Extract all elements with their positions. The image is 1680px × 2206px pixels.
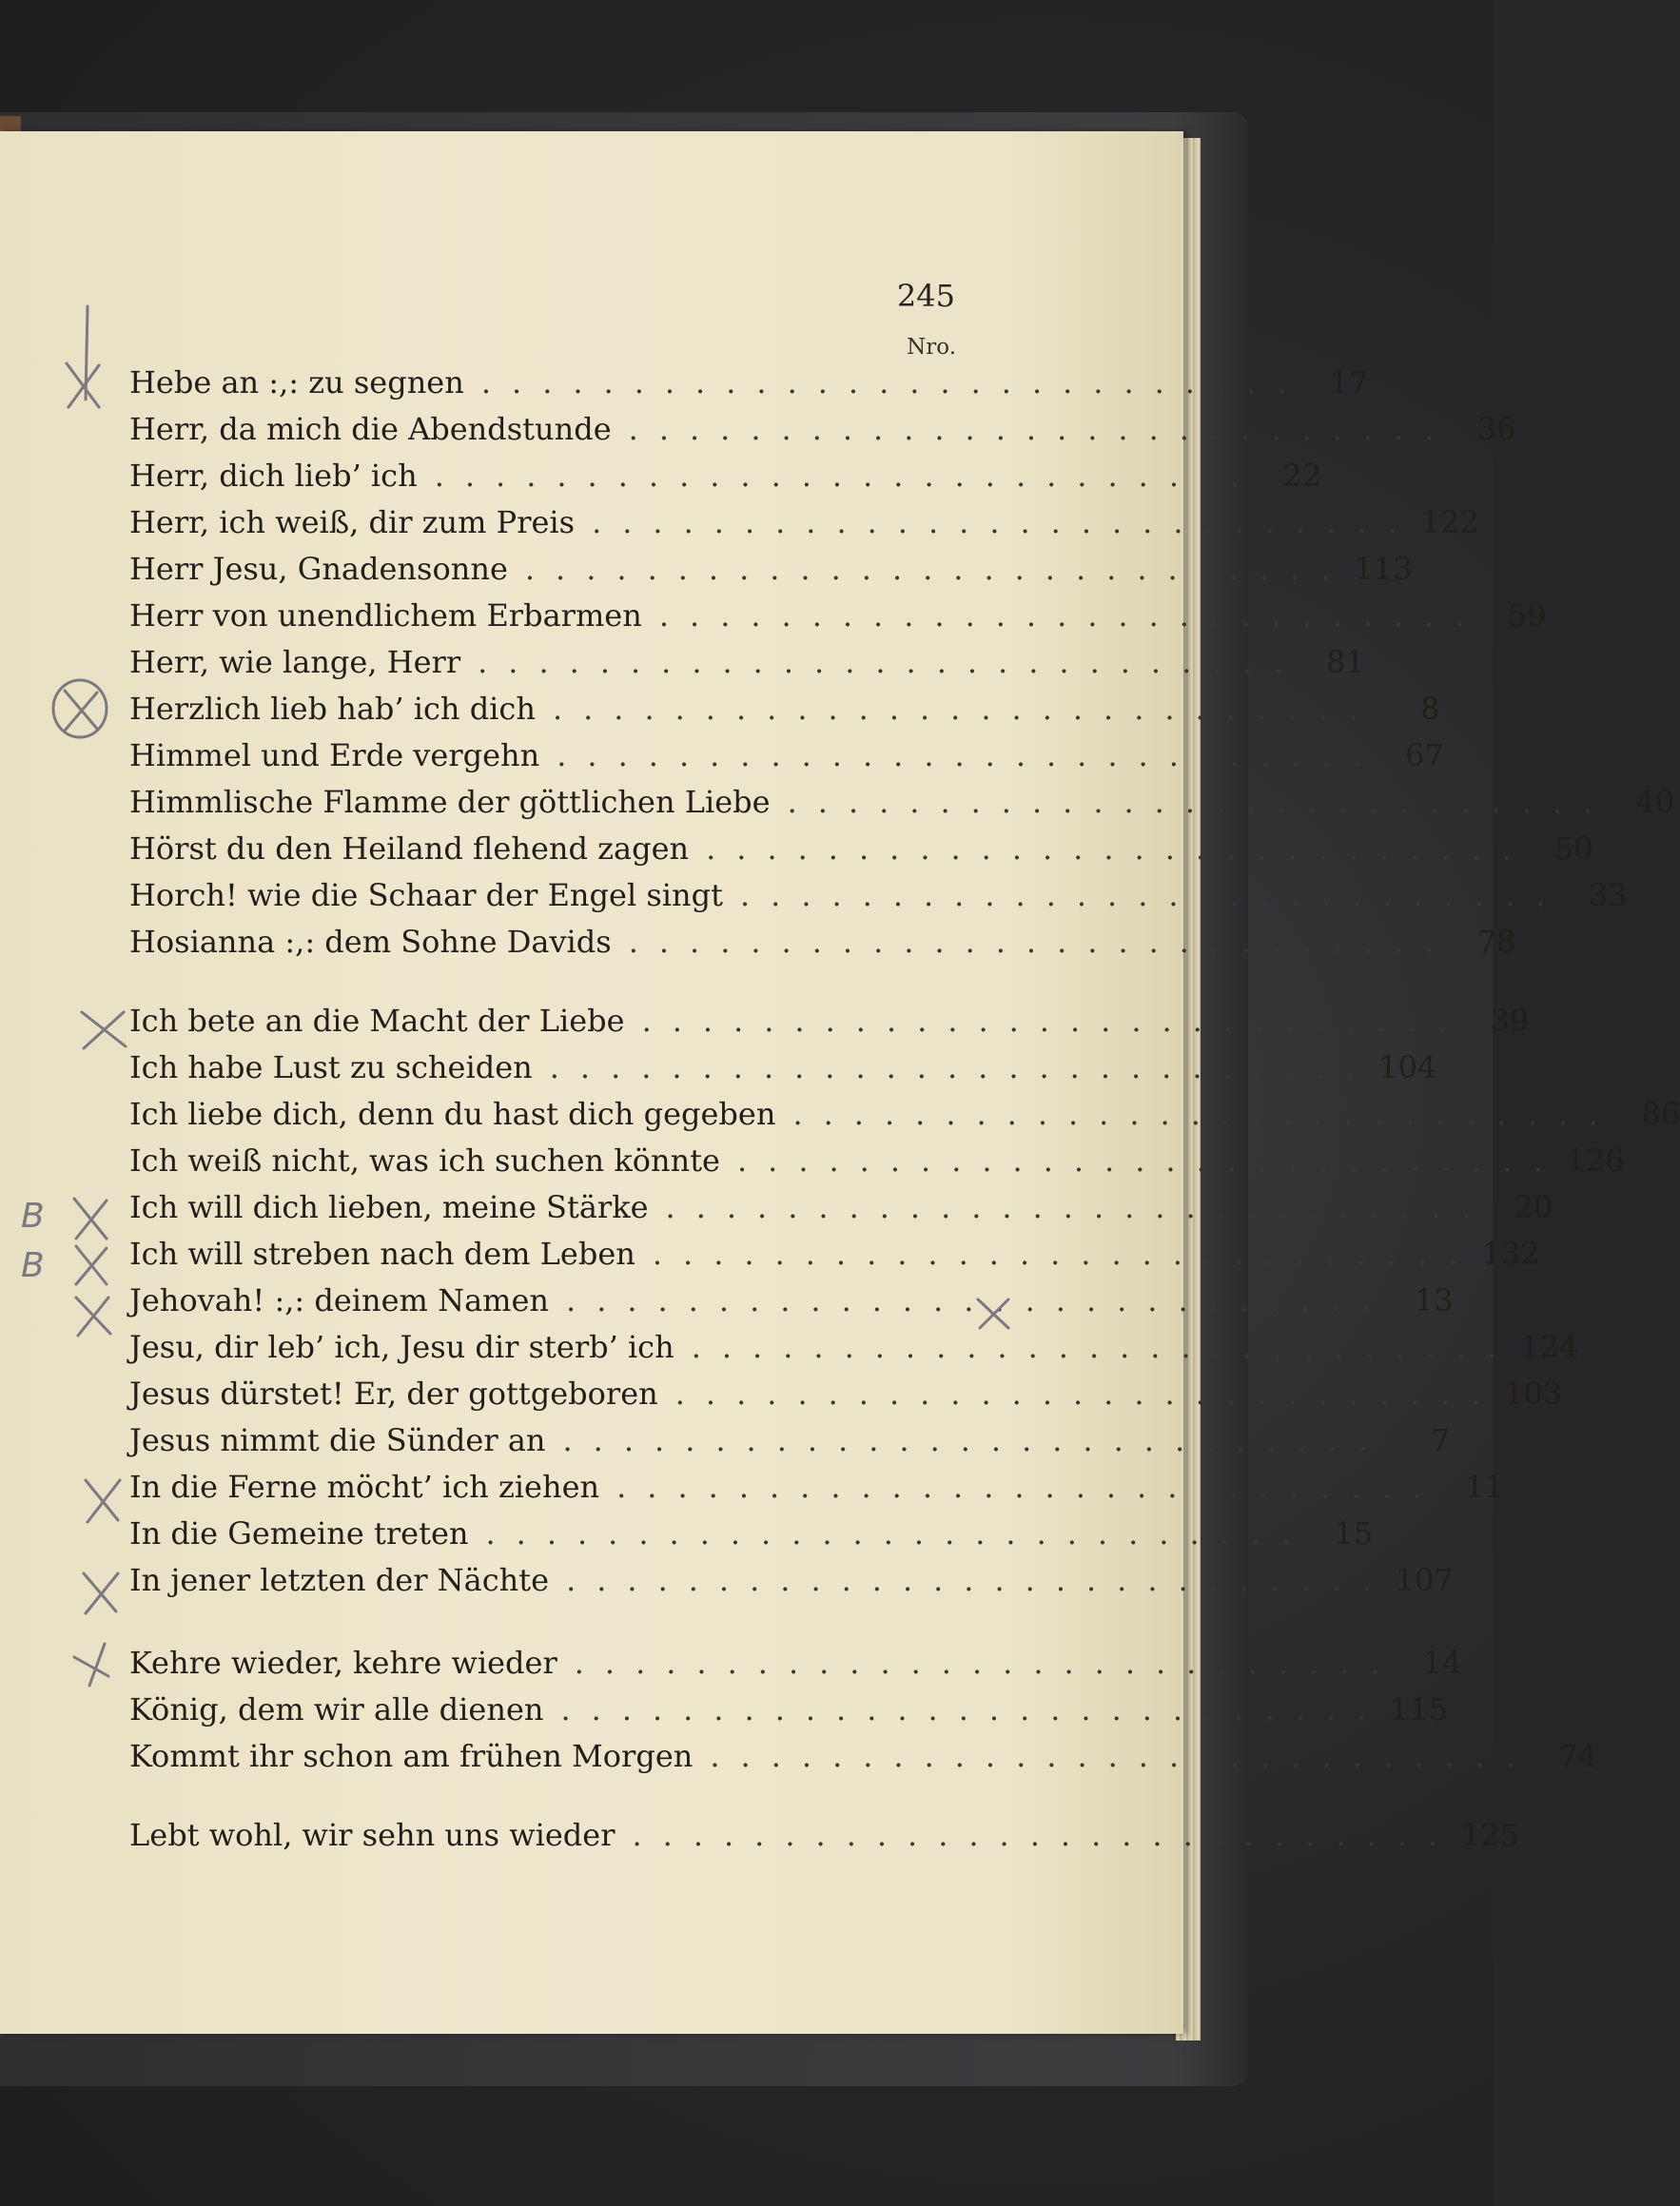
entry-number: 14 [1422, 1645, 1462, 1681]
entry-title: Jesus dürstet! Er, der gottgeboren [129, 1376, 658, 1412]
entry-number: 22 [1282, 458, 1322, 494]
number-column-header: Nro. [907, 335, 956, 360]
entry-title: Himmlische Flamme der göttlichen Liebe [129, 784, 771, 820]
entry-number: 33 [1588, 877, 1628, 913]
index-entry [129, 1738, 1598, 1780]
index-entry [129, 1469, 1504, 1511]
entry-title: Jehovah! :,: deinem Namen [129, 1282, 550, 1318]
index-entry [129, 1562, 1454, 1604]
index-entry [129, 1282, 1454, 1324]
dot-leader: ........................... [552, 691, 1379, 727]
index-entry [129, 458, 1322, 499]
entry-number: 17 [1329, 364, 1369, 400]
dot-leader: ........................... [674, 1376, 1502, 1412]
entry-title: Ich liebe dich, denn du hast dich gegeben [129, 1096, 776, 1132]
entry-number: 78 [1476, 924, 1516, 960]
entry-number: 40 [1635, 784, 1675, 820]
index-entry [129, 877, 1628, 919]
entry-number: 81 [1326, 644, 1365, 680]
dot-leader: ........................... [549, 1049, 1377, 1085]
dot-leader: ........................... [592, 504, 1418, 540]
dot-leader: ........................... [632, 1817, 1459, 1853]
margin-letter: B [21, 1246, 45, 1285]
entry-number: 132 [1481, 1236, 1540, 1272]
index-entry [129, 1236, 1540, 1278]
dot-leader: ........................... [574, 1645, 1401, 1681]
entry-title: Herr, ich weiß, dir zum Preis [129, 504, 576, 540]
dot-leader: ........................... [641, 1003, 1469, 1039]
entry-title: Kehre wieder, kehre wieder [129, 1645, 557, 1681]
dot-leader: ........................... [478, 644, 1304, 680]
dot-leader: ........................... [557, 737, 1383, 773]
entry-title: Ich habe Lust zu scheiden [129, 1049, 533, 1085]
dot-leader: ........................... [658, 597, 1486, 634]
entry-title: In die Gemeine treten [129, 1515, 469, 1552]
entry-title: Jesu, dir leb’ ich, Jesu dir sterb’ ich [129, 1329, 674, 1365]
index-entry [129, 644, 1365, 686]
index-entry [129, 411, 1516, 453]
entry-title: Hebe an :,: zu segnen [129, 364, 464, 400]
dot-leader: ........................... [485, 1515, 1313, 1552]
entry-number: 115 [1390, 1691, 1449, 1728]
index-entry [129, 551, 1413, 593]
dot-leader: ........................... [616, 1469, 1443, 1505]
entry-number: 36 [1476, 411, 1516, 447]
entry-title: Horch! wie die Schaar der Engel singt [129, 877, 723, 913]
entry-number: 125 [1461, 1817, 1520, 1853]
entry-title: Kommt ihr schon am frühen Morgen [129, 1738, 693, 1774]
index-entry [129, 597, 1547, 639]
entry-number: 50 [1554, 830, 1593, 867]
entry-title: Himmel und Erde vergehn [129, 737, 540, 773]
index-entry [129, 784, 1675, 826]
margin-letter: B [21, 1197, 45, 1236]
entry-number: 7 [1430, 1422, 1451, 1458]
entry-title: In jener letzten der Nächte [129, 1562, 550, 1598]
entry-title: Ich bete an die Macht der Liebe [129, 1003, 625, 1039]
entry-number: 8 [1420, 691, 1440, 727]
index-entry [129, 830, 1593, 872]
dot-leader: ........................... [706, 830, 1533, 867]
entry-number: 15 [1334, 1515, 1374, 1552]
dot-leader: ........................... [652, 1236, 1479, 1272]
dot-leader: ........................... [524, 551, 1352, 587]
entry-number: 113 [1354, 551, 1413, 587]
entry-number: 122 [1420, 504, 1479, 540]
entry-title: Ich weiß nicht, was ich suchen könnte [129, 1142, 720, 1179]
entry-title: Herr, dich lieb’ ich [129, 458, 418, 494]
index-entry [129, 1329, 1579, 1371]
index-entry [129, 1049, 1437, 1091]
dot-leader: ........................... [562, 1422, 1390, 1458]
dot-leader: ........................... [480, 364, 1308, 400]
entry-number: 39 [1490, 1003, 1530, 1039]
entry-title: Herzlich lieb hab’ ich dich [129, 691, 536, 727]
entry-number: 126 [1566, 1142, 1625, 1179]
entry-title: Lebt wohl, wir sehn uns wieder [129, 1817, 615, 1853]
index-entry [129, 364, 1369, 406]
entry-number: 104 [1378, 1049, 1437, 1085]
entry-title: Herr Jesu, Gnadensonne [129, 551, 508, 587]
index-entry [129, 1096, 1680, 1138]
page-number: 245 [896, 278, 955, 314]
dot-leader: ........................... [792, 1096, 1620, 1132]
dot-leader: ........................... [736, 1142, 1564, 1179]
entry-number: 86 [1641, 1096, 1680, 1132]
entry-number: 124 [1520, 1329, 1579, 1365]
dot-leader: ........................... [628, 411, 1455, 447]
dot-leader: ........................... [566, 1282, 1393, 1318]
index-entry [129, 924, 1516, 966]
entry-title: Herr von unendlichem Erbarmen [129, 597, 642, 634]
entry-title: Herr, da mich die Abendstunde [129, 411, 612, 447]
index-entry [129, 1376, 1563, 1417]
index-entry [129, 1817, 1520, 1859]
index-entry [129, 1515, 1374, 1557]
index-entry [129, 1422, 1451, 1464]
entry-title: Hosianna :,: dem Sohne Davids [129, 924, 612, 960]
entry-title: König, dem wir alle dienen [129, 1691, 544, 1728]
entry-title: Jesus nimmt die Sünder an [129, 1422, 546, 1458]
entry-title: Ich will dich lieben, meine Stärke [129, 1189, 649, 1225]
entry-number: 11 [1465, 1469, 1504, 1505]
dot-leader: ........................... [628, 924, 1455, 960]
entry-title: In die Ferne möcht’ ich ziehen [129, 1469, 600, 1505]
index-entry [129, 691, 1440, 732]
entry-number: 13 [1414, 1282, 1454, 1318]
dot-leader: ........................... [710, 1738, 1537, 1774]
entry-title: Herr, wie lange, Herr [129, 644, 461, 680]
entry-number: 67 [1405, 737, 1444, 773]
dot-leader: ........................... [739, 877, 1567, 913]
entry-title: Hörst du den Heiland flehend zagen [129, 830, 690, 867]
dot-leader: ........................... [787, 784, 1614, 820]
entry-number: 103 [1504, 1376, 1563, 1412]
index-entry [129, 1645, 1462, 1687]
index-entry [129, 1003, 1530, 1044]
index-entry [129, 1142, 1625, 1184]
dot-leader: ........................... [434, 458, 1261, 494]
dot-leader: ........................... [691, 1329, 1518, 1365]
dot-leader: ........................... [665, 1189, 1493, 1225]
dot-leader: ........................... [566, 1562, 1393, 1598]
index-entry [129, 1691, 1449, 1733]
entry-title: Ich will streben nach dem Leben [129, 1236, 635, 1272]
index-entry [129, 504, 1479, 546]
dot-leader: ........................... [560, 1691, 1388, 1728]
entry-number: 20 [1514, 1189, 1553, 1225]
index-entry [129, 737, 1444, 779]
entry-number: 59 [1507, 597, 1547, 634]
entry-number: 107 [1395, 1562, 1454, 1598]
index-entry [129, 1189, 1553, 1231]
entry-number: 74 [1558, 1738, 1598, 1774]
